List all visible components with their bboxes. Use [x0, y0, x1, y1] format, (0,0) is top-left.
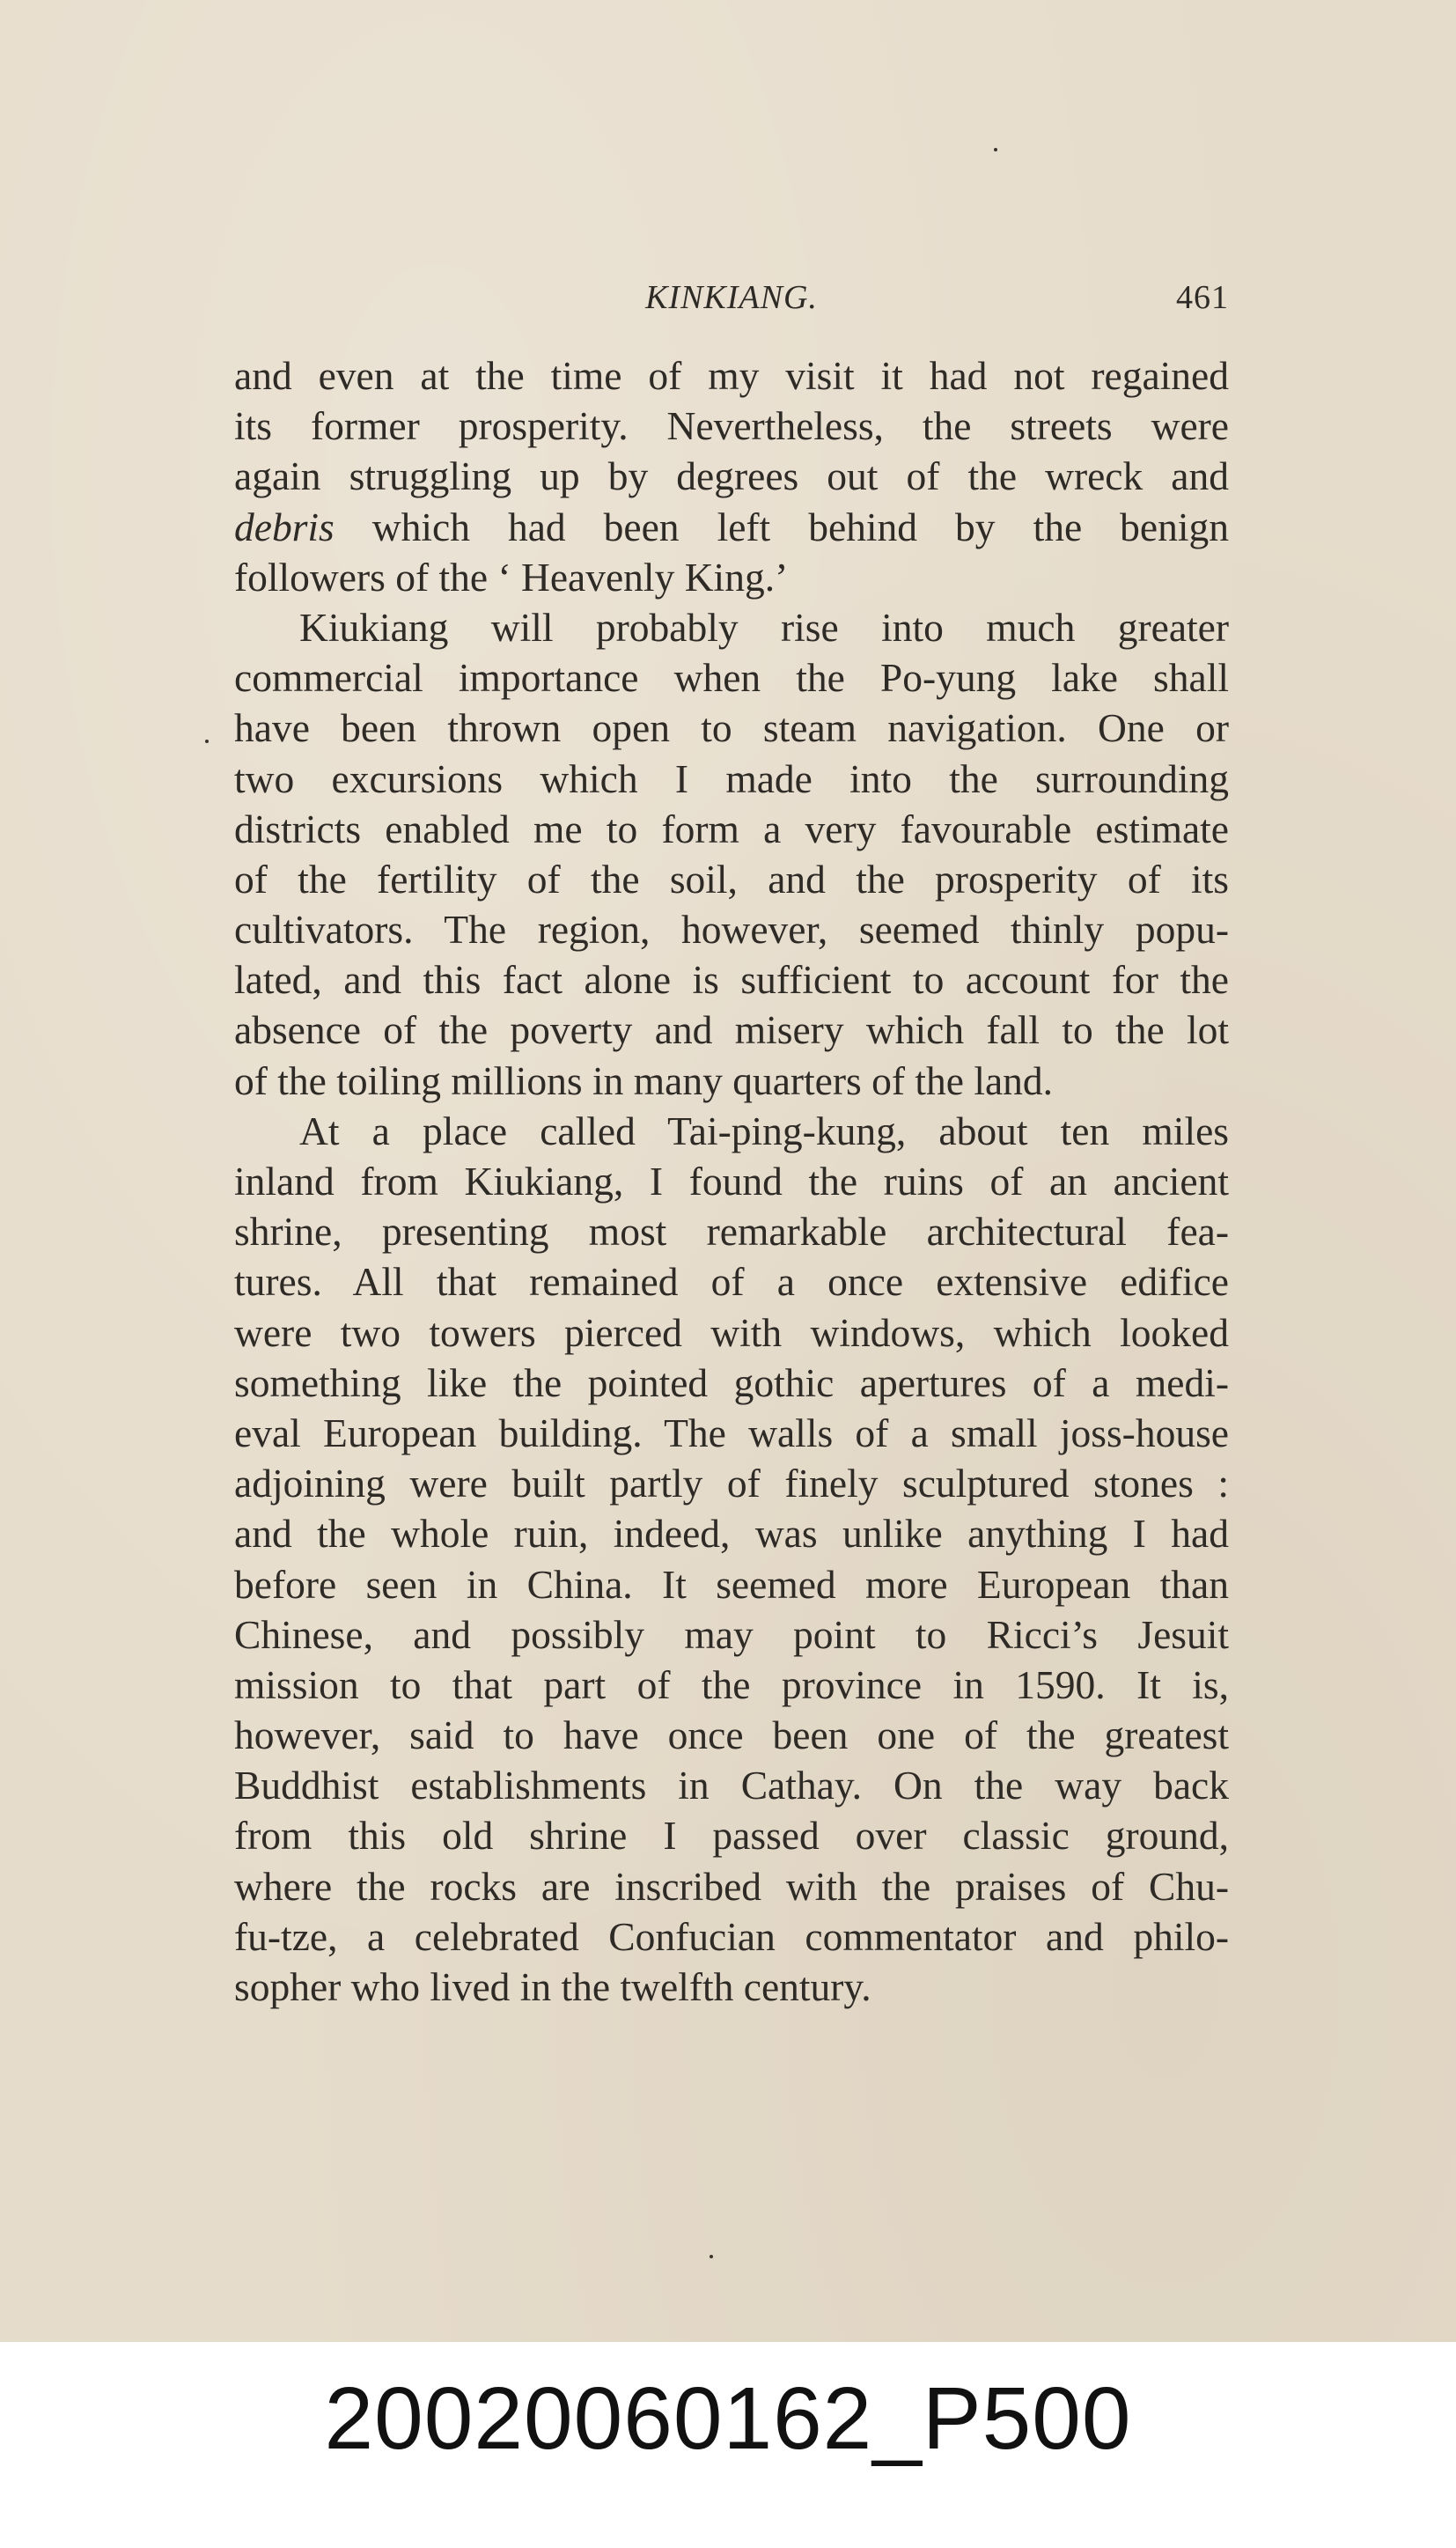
text-line: shrine, presenting most remarkable architectural fea- — [234, 1209, 1229, 1255]
text-line: mission to that part of the province in 1590. It is, — [234, 1661, 1229, 1707]
text-line — [234, 502, 1229, 552]
scan-label-strip — [0, 2342, 1456, 2548]
text-line: from this old shrine I passed over classic ground, — [234, 1813, 1229, 1859]
text-line: sopher who lived in the twelfth century. — [234, 1964, 871, 2009]
text-line: two excursions which I made into the surrounding — [234, 755, 1229, 801]
italic-word: debris — [234, 504, 335, 549]
text-line: commercial importance when the Po-yung lake shall — [234, 655, 1229, 701]
text-line: Kiukiang will probably rise into much greater — [299, 604, 1229, 650]
text-line: and the whole ruin, indeed, was unlike anything I had — [234, 1511, 1229, 1557]
text-line: something like the pointed gothic apertures of a medi- — [234, 1359, 1229, 1405]
text-line: inland from Kiukiang, I found the ruins of an ancient — [234, 1159, 1229, 1204]
text-line: Buddhist establishments in Cathay. On the way back — [234, 1763, 1229, 1808]
text-line: eval European building. The walls of a small joss-house — [234, 1410, 1229, 1455]
running-head — [234, 264, 1229, 326]
text-line: At a place called Tai-ping-kung, about ten miles — [299, 1108, 1229, 1153]
text-segment: which had been left behind by the benign — [334, 504, 1229, 549]
body-text — [234, 350, 1229, 2012]
page-number: 461 — [1176, 279, 1229, 316]
text-line: districts enabled me to form a very favourable estimate — [234, 806, 1229, 851]
text-line: fu-tze, a celebrated Confucian commentator and philo- — [234, 1913, 1229, 1959]
paper-speck — [710, 2255, 713, 2258]
text-line: followers of the ‘ Heavenly King.’ — [234, 554, 789, 600]
text-line: absence of the poverty and misery which fall to the lot — [234, 1007, 1229, 1053]
text-line: where the rocks are inscribed with the praises of Chu- — [234, 1863, 1229, 1909]
text-line: again struggling up by degrees out of the wreck and — [234, 453, 1229, 499]
text-line: of the fertility of the soil, and the prosperity of its — [234, 856, 1229, 902]
text-line: adjoining were built partly of finely sculptured stones : — [234, 1461, 1229, 1506]
scan-id-label: 20020060162_P500 — [324, 2369, 1132, 2468]
text-line: before seen in China. It seemed more European than — [234, 1561, 1229, 1607]
paper-speck — [205, 740, 209, 743]
text-line: cultivators. The region, however, seemed thinly popu- — [234, 907, 1229, 953]
text-line: of the toiling millions in many quarters of the land. — [234, 1057, 1054, 1103]
text-line: lated, and this fact alone is sufficient to account for the — [234, 957, 1229, 1003]
text-line: and even at the time of my visit it had not regained — [234, 353, 1229, 398]
text-line: Chinese, and possibly may point to Ricci’s Jesuit — [234, 1611, 1229, 1657]
text-line: its former prosperity. Nevertheless, the streets were — [234, 403, 1229, 449]
text-line: tures. All that remained of a once extensive edifice — [234, 1259, 1229, 1305]
text-line: have been thrown open to steam navigation. One or — [234, 705, 1229, 751]
paper-speck — [994, 148, 997, 151]
running-title: KINKIANG. — [645, 279, 818, 316]
text-line: were two towers pierced with windows, which looked — [234, 1309, 1229, 1355]
text-line: however, said to have once been one of the greatest — [234, 1712, 1229, 1758]
